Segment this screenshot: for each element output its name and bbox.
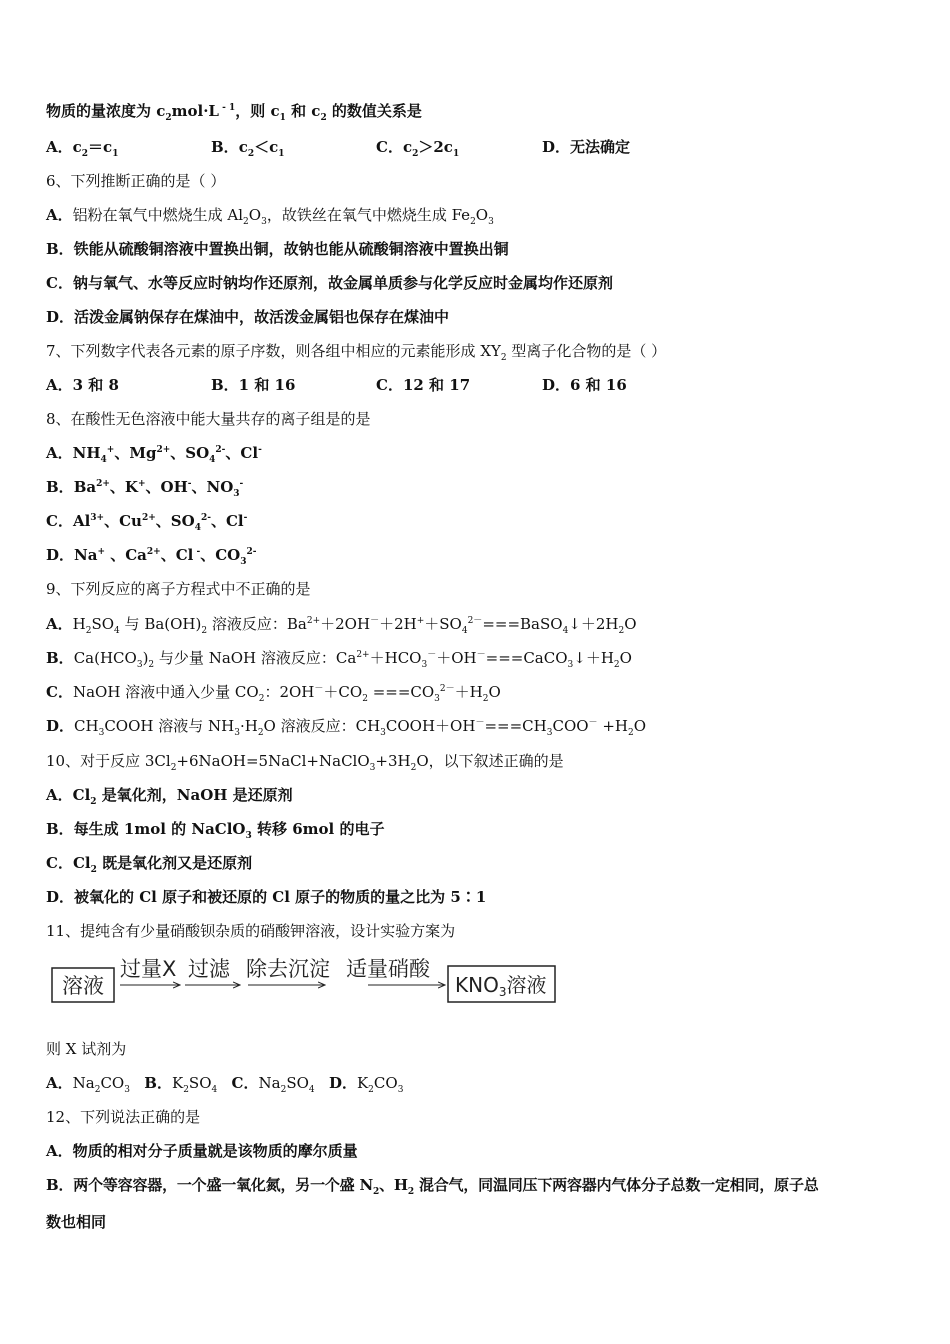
q7-option-b: B．1 和 16 bbox=[211, 376, 296, 394]
q7-option-d: D．6 和 16 bbox=[542, 376, 627, 394]
q8-option-b: B．$Ba^{2+}$、K+、OH-、$NO_3^-$ bbox=[46, 478, 244, 499]
q6-option-d: D．活泼金属钠保存在煤油中，故活泼金属铝也保存在煤油中 bbox=[46, 308, 450, 326]
q12-option-b-continued: 数也相同 bbox=[46, 1213, 107, 1231]
q12-option-b: B．两个等容容器，一个盛一氧化氮，另一个盛 $N_2$、$H_2$ 混合气，同温同压下两容器内气体分子总数一定相同，原子总 bbox=[46, 1176, 819, 1197]
q8-option-c: C．$Al^{3+}$、$Cu^{2+}$、$SO_4^{2-}$、Cl- bbox=[46, 512, 248, 533]
q8-option-d: D．Na+ 、$Ca^{2+}$、Cl -、$CO_3^{2-}$ bbox=[46, 546, 257, 567]
q11-option-d: D．$K_2CO_3$ bbox=[328, 1074, 404, 1095]
q7-options bbox=[46, 375, 627, 395]
solution-box-label: 溶液 bbox=[62, 974, 104, 998]
q7-option-a: A．3 和 8 bbox=[46, 376, 119, 394]
q11-option-b: B．$K_2SO_4$ bbox=[144, 1074, 218, 1095]
q8-option-a: A．$NH_4^+$、$Mg^{2+}$、$SO_4^{2-}$、Cl- bbox=[46, 444, 262, 465]
q11-options bbox=[46, 1073, 403, 1093]
q11-x-reagent-line: 则 X 试剂为 bbox=[46, 1040, 127, 1058]
q10-option-a: A．$Cl_2$ 是氧化剂，NaOH 是还原剂 bbox=[46, 786, 293, 807]
q11-option-a: A．$Na_2CO_3$ bbox=[46, 1074, 130, 1095]
q6-option-b: B．铁能从硫酸铜溶液中置换出铜，故钠也能从硫酸铜溶液中置换出铜 bbox=[46, 240, 509, 258]
q10-option-d: D．被氧化的 Cl 原子和被还原的 Cl 原子的物质的量之比为 5∶1 bbox=[46, 888, 487, 906]
step-filter: 过滤 bbox=[188, 957, 230, 981]
q5-option-a: A．$c_2=c_1$ bbox=[46, 138, 119, 159]
q9-option-a: A．$H_2SO_4$ 与 $Ba(OH)_2$ 溶液反应：$Ba^{2+}+2OH^-+2H^++SO_4^{2-}===BaSO_4↓+2H_2O$ bbox=[46, 615, 637, 636]
q6-option-a: A．铝粉在氧气中燃烧生成 $Al_2O_3$，故铁丝在氧气中燃烧生成 $Fe_2O_3$ bbox=[46, 206, 494, 227]
q10-option-c: C．$Cl_2$ 既是氧化剂又是还原剂 bbox=[46, 854, 253, 875]
kno3-solution-label: $KNO_3$溶液 bbox=[455, 973, 547, 999]
q9-option-d: D．$CH_3COOH$ 溶液与 $NH_3\cdot H_2O$ 溶液反应：$CH_3COOH+OH^-===CH_3COO^- +H_2O$ bbox=[46, 717, 647, 738]
q10-option-b: B．每生成 1mol 的 NaClO$_3$ 转移 6mol 的电子 bbox=[46, 820, 385, 841]
q9-option-c: C．NaOH 溶液中通入少量 $CO_2$：$2OH^-+CO_2 ===CO_3^{2-}+H_2O$ bbox=[46, 683, 501, 704]
q5-option-b: B．$c_2<c_1$ bbox=[211, 138, 285, 159]
q5-option-c: C．$c_2>2c_1$ bbox=[376, 138, 460, 159]
q5-options bbox=[46, 137, 630, 157]
step-nitric-acid: 适量硝酸 bbox=[346, 957, 430, 981]
q7-option-c: C．12 和 17 bbox=[376, 376, 471, 394]
q6-stem: 6、下列推断正确的是（ ） bbox=[46, 172, 226, 190]
q9-stem: 9、下列反应的离子方程式中不正确的是 bbox=[46, 580, 311, 598]
q11-option-c: C．$Na_2SO_4$ bbox=[231, 1074, 315, 1095]
q5-stem-tail: 物质的量浓度为 $c_2mol\cdot L$ $^{- 1}$，则 $c_1$ 和 $c_2$ 的数值关系是 bbox=[46, 102, 422, 123]
q8-stem: 8、在酸性无色溶液中能大量共存的离子组是的是 bbox=[46, 410, 371, 428]
q12-stem: 12、下列说法正确的是 bbox=[46, 1108, 201, 1126]
q11-stem: 11、提纯含有少量硝酸钡杂质的硝酸钾溶液，设计实验方案为 bbox=[46, 922, 456, 940]
q5-option-d: D．无法确定 bbox=[542, 138, 631, 156]
step-excess-x: 过量X bbox=[120, 957, 177, 981]
purification-flow-diagram bbox=[50, 952, 560, 1007]
step-remove-precipitate: 除去沉淀 bbox=[246, 957, 330, 981]
q7-stem: 7、下列数字代表各元素的原子序数，则各组中相应的元素能形成 $XY_2$ 型离子化合物的是（ ） bbox=[46, 342, 667, 363]
q10-stem: 10、对于反应 $3Cl_2+6NaOH=5NaCl+NaClO_3+3H_2O$，以下叙述正确的是 bbox=[46, 752, 564, 773]
q9-option-b: B．$Ca(HCO_3)_2$ 与少量 NaOH 溶液反应：$Ca^{2+}+HCO_3^-+OH^-===CaCO_3↓+H_2O$ bbox=[46, 649, 632, 670]
q6-option-c: C．钠与氧气、水等反应时钠均作还原剂，故金属单质参与化学反应时金属均作还原剂 bbox=[46, 274, 613, 292]
q12-option-a: A．物质的相对分子质量就是该物质的摩尔质量 bbox=[46, 1142, 358, 1160]
